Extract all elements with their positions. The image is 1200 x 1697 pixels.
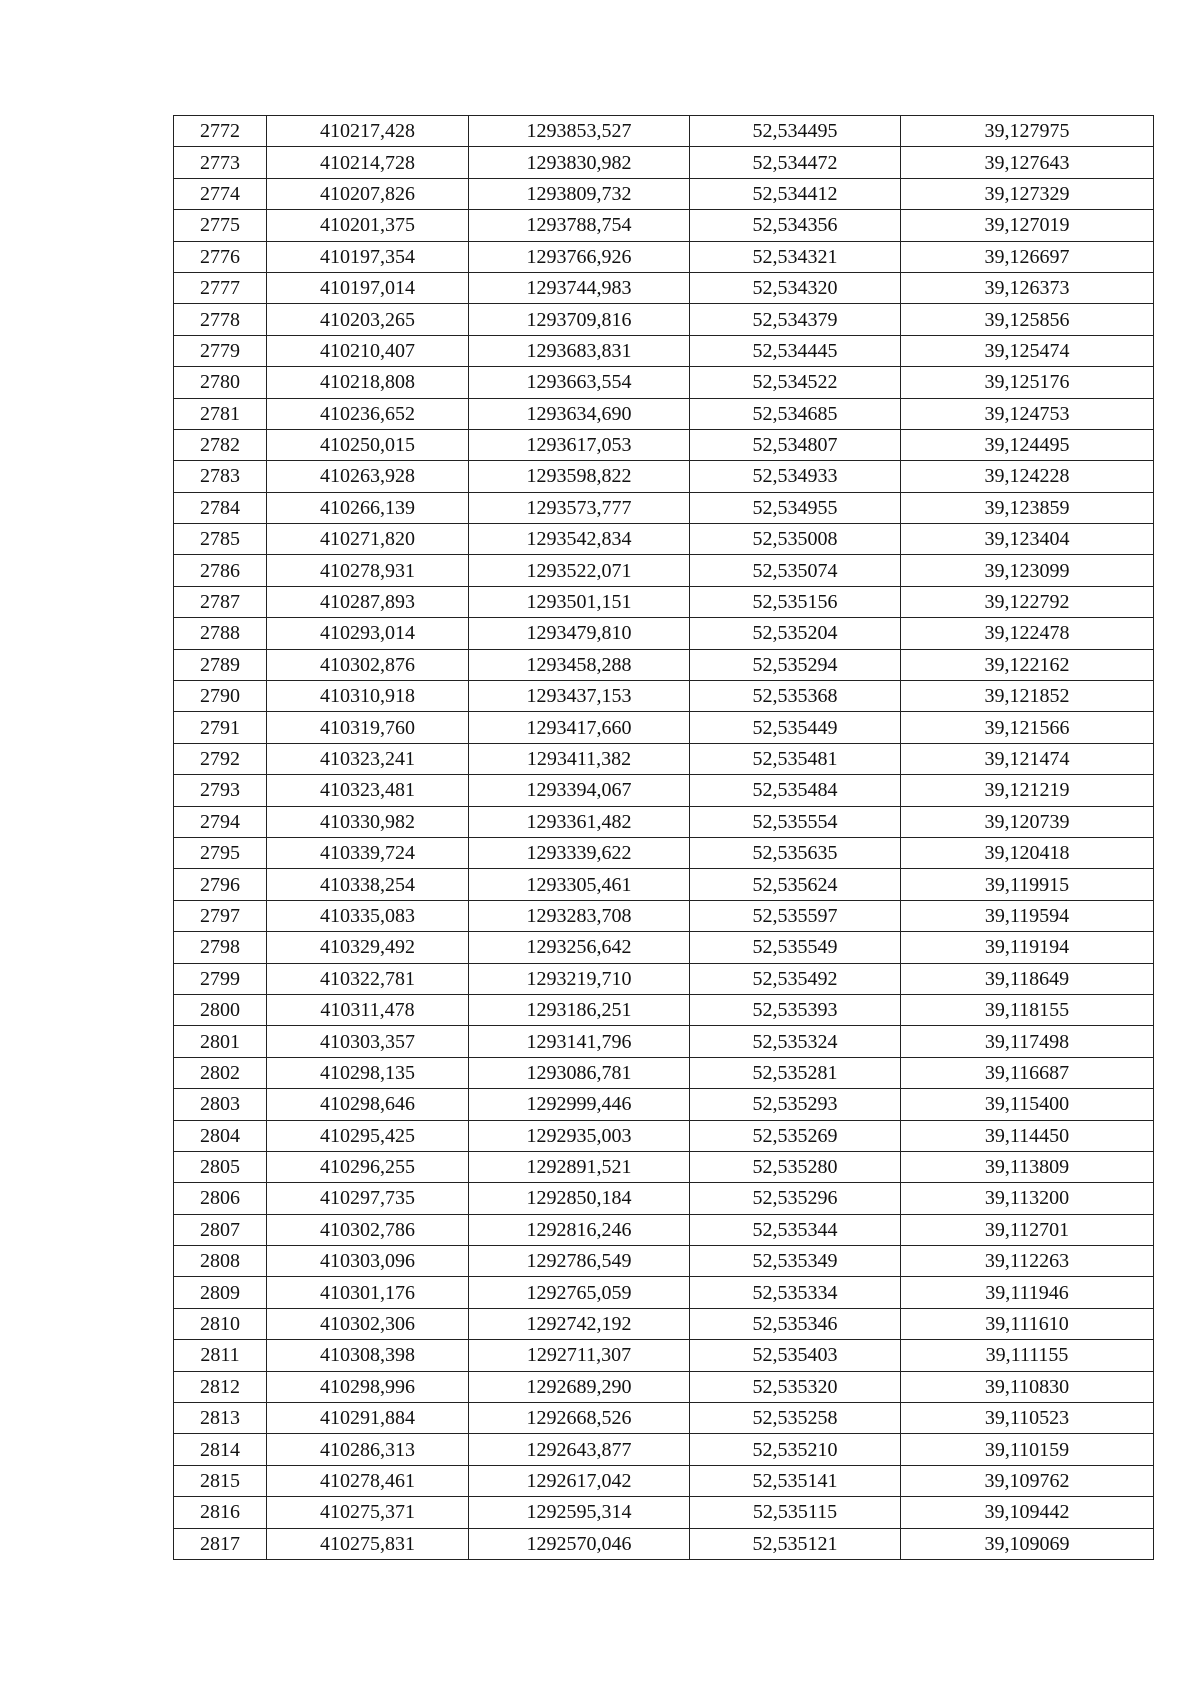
y-coordinate-cell: 1293542,834	[469, 524, 690, 555]
table-row	[174, 241, 1154, 272]
longitude-cell: 39,112701	[901, 1214, 1154, 1245]
y-coordinate-cell: 1293256,642	[469, 932, 690, 963]
y-coordinate-cell: 1293617,053	[469, 429, 690, 460]
longitude-cell: 39,120418	[901, 837, 1154, 868]
point-number-cell: 2804	[174, 1120, 267, 1151]
table-row	[174, 304, 1154, 335]
longitude-cell: 39,119915	[901, 869, 1154, 900]
longitude-cell: 39,119194	[901, 932, 1154, 963]
table-row	[174, 1371, 1154, 1402]
y-coordinate-cell: 1292935,003	[469, 1120, 690, 1151]
x-coordinate-cell: 410293,014	[267, 618, 469, 649]
latitude-cell: 52,535294	[690, 649, 901, 680]
latitude-cell: 52,535258	[690, 1403, 901, 1434]
longitude-cell: 39,125856	[901, 304, 1154, 335]
x-coordinate-cell: 410335,083	[267, 900, 469, 931]
latitude-cell: 52,535115	[690, 1497, 901, 1528]
longitude-cell: 39,122792	[901, 586, 1154, 617]
longitude-cell: 39,122162	[901, 649, 1154, 680]
x-coordinate-cell: 410210,407	[267, 335, 469, 366]
table-row	[174, 1340, 1154, 1371]
table-row	[174, 743, 1154, 774]
latitude-cell: 52,535296	[690, 1183, 901, 1214]
y-coordinate-cell: 1293663,554	[469, 367, 690, 398]
x-coordinate-cell: 410286,313	[267, 1434, 469, 1465]
point-number-cell: 2788	[174, 618, 267, 649]
x-coordinate-cell: 410201,375	[267, 210, 469, 241]
latitude-cell: 52,535368	[690, 681, 901, 712]
point-number-cell: 2812	[174, 1371, 267, 1402]
point-number-cell: 2783	[174, 461, 267, 492]
table-row	[174, 1057, 1154, 1088]
table-row	[174, 869, 1154, 900]
table-row	[174, 210, 1154, 241]
latitude-cell: 52,535484	[690, 775, 901, 806]
table-row	[174, 1183, 1154, 1214]
longitude-cell: 39,118649	[901, 963, 1154, 994]
table-row	[174, 524, 1154, 555]
y-coordinate-cell: 1293283,708	[469, 900, 690, 931]
y-coordinate-cell: 1292850,184	[469, 1183, 690, 1214]
longitude-cell: 39,111946	[901, 1277, 1154, 1308]
longitude-cell: 39,123404	[901, 524, 1154, 555]
longitude-cell: 39,113200	[901, 1183, 1154, 1214]
longitude-cell: 39,115400	[901, 1089, 1154, 1120]
point-number-cell: 2797	[174, 900, 267, 931]
y-coordinate-cell: 1292765,059	[469, 1277, 690, 1308]
y-coordinate-cell: 1293830,982	[469, 147, 690, 178]
latitude-cell: 52,535269	[690, 1120, 901, 1151]
y-coordinate-cell: 1293501,151	[469, 586, 690, 617]
point-number-cell: 2809	[174, 1277, 267, 1308]
longitude-cell: 39,125176	[901, 367, 1154, 398]
longitude-cell: 39,110523	[901, 1403, 1154, 1434]
x-coordinate-cell: 410207,826	[267, 178, 469, 209]
longitude-cell: 39,127329	[901, 178, 1154, 209]
x-coordinate-cell: 410197,354	[267, 241, 469, 272]
point-number-cell: 2791	[174, 712, 267, 743]
y-coordinate-cell: 1292742,192	[469, 1308, 690, 1339]
point-number-cell: 2807	[174, 1214, 267, 1245]
x-coordinate-cell: 410310,918	[267, 681, 469, 712]
table-row	[174, 618, 1154, 649]
longitude-cell: 39,111155	[901, 1340, 1154, 1371]
y-coordinate-cell: 1293683,831	[469, 335, 690, 366]
latitude-cell: 52,535293	[690, 1089, 901, 1120]
x-coordinate-cell: 410266,139	[267, 492, 469, 523]
point-number-cell: 2811	[174, 1340, 267, 1371]
table-row	[174, 1151, 1154, 1182]
table-row	[174, 1465, 1154, 1496]
y-coordinate-cell: 1293634,690	[469, 398, 690, 429]
longitude-cell: 39,126697	[901, 241, 1154, 272]
y-coordinate-cell: 1293766,926	[469, 241, 690, 272]
x-coordinate-cell: 410298,135	[267, 1057, 469, 1088]
point-number-cell: 2778	[174, 304, 267, 335]
y-coordinate-cell: 1293522,071	[469, 555, 690, 586]
x-coordinate-cell: 410291,884	[267, 1403, 469, 1434]
y-coordinate-cell: 1293809,732	[469, 178, 690, 209]
x-coordinate-cell: 410323,481	[267, 775, 469, 806]
y-coordinate-cell: 1292570,046	[469, 1528, 690, 1559]
table-row	[174, 1434, 1154, 1465]
table-row	[174, 681, 1154, 712]
longitude-cell: 39,124228	[901, 461, 1154, 492]
x-coordinate-cell: 410298,646	[267, 1089, 469, 1120]
table-row	[174, 398, 1154, 429]
point-number-cell: 2785	[174, 524, 267, 555]
point-number-cell: 2773	[174, 147, 267, 178]
x-coordinate-cell: 410214,728	[267, 147, 469, 178]
y-coordinate-cell: 1292786,549	[469, 1246, 690, 1277]
longitude-cell: 39,127019	[901, 210, 1154, 241]
latitude-cell: 52,534320	[690, 272, 901, 303]
latitude-cell: 52,535008	[690, 524, 901, 555]
point-number-cell: 2815	[174, 1465, 267, 1496]
latitude-cell: 52,535481	[690, 743, 901, 774]
table-row	[174, 586, 1154, 617]
latitude-cell: 52,534412	[690, 178, 901, 209]
latitude-cell: 52,535210	[690, 1434, 901, 1465]
table-row	[174, 335, 1154, 366]
y-coordinate-cell: 1293411,382	[469, 743, 690, 774]
x-coordinate-cell: 410203,265	[267, 304, 469, 335]
table-row	[174, 272, 1154, 303]
latitude-cell: 52,535554	[690, 806, 901, 837]
table-row	[174, 1308, 1154, 1339]
latitude-cell: 52,535281	[690, 1057, 901, 1088]
x-coordinate-cell: 410322,781	[267, 963, 469, 994]
y-coordinate-cell: 1293141,796	[469, 1026, 690, 1057]
table-row	[174, 963, 1154, 994]
table-row	[174, 1026, 1154, 1057]
latitude-cell: 52,535121	[690, 1528, 901, 1559]
latitude-cell: 52,535597	[690, 900, 901, 931]
x-coordinate-cell: 410271,820	[267, 524, 469, 555]
longitude-cell: 39,116687	[901, 1057, 1154, 1088]
latitude-cell: 52,535492	[690, 963, 901, 994]
latitude-cell: 52,534321	[690, 241, 901, 272]
y-coordinate-cell: 1293339,622	[469, 837, 690, 868]
point-number-cell: 2782	[174, 429, 267, 460]
table-row	[174, 1277, 1154, 1308]
latitude-cell: 52,535449	[690, 712, 901, 743]
longitude-cell: 39,123859	[901, 492, 1154, 523]
table-row	[174, 555, 1154, 586]
x-coordinate-cell: 410263,928	[267, 461, 469, 492]
x-coordinate-cell: 410302,306	[267, 1308, 469, 1339]
y-coordinate-cell: 1292643,877	[469, 1434, 690, 1465]
latitude-cell: 52,535349	[690, 1246, 901, 1277]
point-number-cell: 2798	[174, 932, 267, 963]
x-coordinate-cell: 410217,428	[267, 116, 469, 147]
y-coordinate-cell: 1293305,461	[469, 869, 690, 900]
point-number-cell: 2817	[174, 1528, 267, 1559]
coordinates-table	[173, 115, 1154, 1560]
point-number-cell: 2808	[174, 1246, 267, 1277]
longitude-cell: 39,117498	[901, 1026, 1154, 1057]
x-coordinate-cell: 410298,996	[267, 1371, 469, 1402]
latitude-cell: 52,535624	[690, 869, 901, 900]
y-coordinate-cell: 1292595,314	[469, 1497, 690, 1528]
latitude-cell: 52,534685	[690, 398, 901, 429]
table-row	[174, 178, 1154, 209]
point-number-cell: 2799	[174, 963, 267, 994]
table-row	[174, 1497, 1154, 1528]
x-coordinate-cell: 410275,831	[267, 1528, 469, 1559]
x-coordinate-cell: 410236,652	[267, 398, 469, 429]
point-number-cell: 2786	[174, 555, 267, 586]
point-number-cell: 2806	[174, 1183, 267, 1214]
y-coordinate-cell: 1293186,251	[469, 994, 690, 1025]
longitude-cell: 39,111610	[901, 1308, 1154, 1339]
latitude-cell: 52,535334	[690, 1277, 901, 1308]
longitude-cell: 39,125474	[901, 335, 1154, 366]
x-coordinate-cell: 410302,876	[267, 649, 469, 680]
longitude-cell: 39,120739	[901, 806, 1154, 837]
point-number-cell: 2795	[174, 837, 267, 868]
point-number-cell: 2810	[174, 1308, 267, 1339]
latitude-cell: 52,535549	[690, 932, 901, 963]
longitude-cell: 39,126373	[901, 272, 1154, 303]
point-number-cell: 2796	[174, 869, 267, 900]
y-coordinate-cell: 1293086,781	[469, 1057, 690, 1088]
longitude-cell: 39,109069	[901, 1528, 1154, 1559]
longitude-cell: 39,118155	[901, 994, 1154, 1025]
y-coordinate-cell: 1292711,307	[469, 1340, 690, 1371]
x-coordinate-cell: 410278,461	[267, 1465, 469, 1496]
longitude-cell: 39,124753	[901, 398, 1154, 429]
y-coordinate-cell: 1292816,246	[469, 1214, 690, 1245]
y-coordinate-cell: 1293788,754	[469, 210, 690, 241]
latitude-cell: 52,535403	[690, 1340, 901, 1371]
point-number-cell: 2776	[174, 241, 267, 272]
y-coordinate-cell: 1292999,446	[469, 1089, 690, 1120]
y-coordinate-cell: 1292689,290	[469, 1371, 690, 1402]
latitude-cell: 52,534495	[690, 116, 901, 147]
y-coordinate-cell: 1293479,810	[469, 618, 690, 649]
x-coordinate-cell: 410303,096	[267, 1246, 469, 1277]
table-row	[174, 1246, 1154, 1277]
longitude-cell: 39,122478	[901, 618, 1154, 649]
table-row	[174, 1120, 1154, 1151]
y-coordinate-cell: 1293573,777	[469, 492, 690, 523]
y-coordinate-cell: 1293744,983	[469, 272, 690, 303]
latitude-cell: 52,535156	[690, 586, 901, 617]
x-coordinate-cell: 410295,425	[267, 1120, 469, 1151]
longitude-cell: 39,121219	[901, 775, 1154, 806]
latitude-cell: 52,534955	[690, 492, 901, 523]
point-number-cell: 2779	[174, 335, 267, 366]
latitude-cell: 52,534472	[690, 147, 901, 178]
y-coordinate-cell: 1293458,288	[469, 649, 690, 680]
latitude-cell: 52,535635	[690, 837, 901, 868]
latitude-cell: 52,535324	[690, 1026, 901, 1057]
longitude-cell: 39,114450	[901, 1120, 1154, 1151]
x-coordinate-cell: 410297,735	[267, 1183, 469, 1214]
y-coordinate-cell: 1292617,042	[469, 1465, 690, 1496]
y-coordinate-cell: 1293853,527	[469, 116, 690, 147]
latitude-cell: 52,535141	[690, 1465, 901, 1496]
x-coordinate-cell: 410301,176	[267, 1277, 469, 1308]
latitude-cell: 52,535393	[690, 994, 901, 1025]
table-row	[174, 649, 1154, 680]
table-row	[174, 712, 1154, 743]
point-number-cell: 2801	[174, 1026, 267, 1057]
table-row	[174, 367, 1154, 398]
latitude-cell: 52,534445	[690, 335, 901, 366]
latitude-cell: 52,535320	[690, 1371, 901, 1402]
table-row	[174, 147, 1154, 178]
longitude-cell: 39,124495	[901, 429, 1154, 460]
longitude-cell: 39,109762	[901, 1465, 1154, 1496]
longitude-cell: 39,113809	[901, 1151, 1154, 1182]
longitude-cell: 39,123099	[901, 555, 1154, 586]
point-number-cell: 2793	[174, 775, 267, 806]
longitude-cell: 39,110159	[901, 1434, 1154, 1465]
latitude-cell: 52,534933	[690, 461, 901, 492]
table-row	[174, 1528, 1154, 1559]
latitude-cell: 52,535204	[690, 618, 901, 649]
longitude-cell: 39,119594	[901, 900, 1154, 931]
point-number-cell: 2790	[174, 681, 267, 712]
point-number-cell: 2775	[174, 210, 267, 241]
table-row	[174, 429, 1154, 460]
x-coordinate-cell: 410296,255	[267, 1151, 469, 1182]
y-coordinate-cell: 1292668,526	[469, 1403, 690, 1434]
y-coordinate-cell: 1293219,710	[469, 963, 690, 994]
point-number-cell: 2813	[174, 1403, 267, 1434]
longitude-cell: 39,121566	[901, 712, 1154, 743]
table-row	[174, 932, 1154, 963]
point-number-cell: 2803	[174, 1089, 267, 1120]
x-coordinate-cell: 410339,724	[267, 837, 469, 868]
x-coordinate-cell: 410278,931	[267, 555, 469, 586]
point-number-cell: 2816	[174, 1497, 267, 1528]
x-coordinate-cell: 410323,241	[267, 743, 469, 774]
point-number-cell: 2794	[174, 806, 267, 837]
latitude-cell: 52,535280	[690, 1151, 901, 1182]
table-row	[174, 1089, 1154, 1120]
table-row	[174, 1403, 1154, 1434]
x-coordinate-cell: 410330,982	[267, 806, 469, 837]
point-number-cell: 2774	[174, 178, 267, 209]
latitude-cell: 52,535346	[690, 1308, 901, 1339]
table-row	[174, 900, 1154, 931]
y-coordinate-cell: 1293598,822	[469, 461, 690, 492]
point-number-cell: 2781	[174, 398, 267, 429]
point-number-cell: 2787	[174, 586, 267, 617]
longitude-cell: 39,127643	[901, 147, 1154, 178]
table-row	[174, 1214, 1154, 1245]
x-coordinate-cell: 410275,371	[267, 1497, 469, 1528]
longitude-cell: 39,109442	[901, 1497, 1154, 1528]
x-coordinate-cell: 410287,893	[267, 586, 469, 617]
x-coordinate-cell: 410218,808	[267, 367, 469, 398]
latitude-cell: 52,534522	[690, 367, 901, 398]
longitude-cell: 39,110830	[901, 1371, 1154, 1402]
point-number-cell: 2777	[174, 272, 267, 303]
point-number-cell: 2780	[174, 367, 267, 398]
table-row	[174, 806, 1154, 837]
latitude-cell: 52,534356	[690, 210, 901, 241]
y-coordinate-cell: 1293417,660	[469, 712, 690, 743]
point-number-cell: 2802	[174, 1057, 267, 1088]
point-number-cell: 2814	[174, 1434, 267, 1465]
x-coordinate-cell: 410250,015	[267, 429, 469, 460]
x-coordinate-cell: 410197,014	[267, 272, 469, 303]
x-coordinate-cell: 410308,398	[267, 1340, 469, 1371]
x-coordinate-cell: 410311,478	[267, 994, 469, 1025]
table-row	[174, 492, 1154, 523]
coordinates-table-body	[174, 116, 1154, 1560]
longitude-cell: 39,127975	[901, 116, 1154, 147]
y-coordinate-cell: 1293394,067	[469, 775, 690, 806]
x-coordinate-cell: 410303,357	[267, 1026, 469, 1057]
table-row	[174, 837, 1154, 868]
x-coordinate-cell: 410302,786	[267, 1214, 469, 1245]
table-row	[174, 775, 1154, 806]
table-row	[174, 116, 1154, 147]
point-number-cell: 2792	[174, 743, 267, 774]
latitude-cell: 52,534379	[690, 304, 901, 335]
longitude-cell: 39,121474	[901, 743, 1154, 774]
table-row	[174, 994, 1154, 1025]
latitude-cell: 52,535344	[690, 1214, 901, 1245]
table-row	[174, 461, 1154, 492]
y-coordinate-cell: 1293709,816	[469, 304, 690, 335]
point-number-cell: 2784	[174, 492, 267, 523]
latitude-cell: 52,534807	[690, 429, 901, 460]
point-number-cell: 2772	[174, 116, 267, 147]
latitude-cell: 52,535074	[690, 555, 901, 586]
y-coordinate-cell: 1293361,482	[469, 806, 690, 837]
point-number-cell: 2800	[174, 994, 267, 1025]
x-coordinate-cell: 410338,254	[267, 869, 469, 900]
longitude-cell: 39,112263	[901, 1246, 1154, 1277]
x-coordinate-cell: 410319,760	[267, 712, 469, 743]
point-number-cell: 2805	[174, 1151, 267, 1182]
x-coordinate-cell: 410329,492	[267, 932, 469, 963]
y-coordinate-cell: 1292891,521	[469, 1151, 690, 1182]
y-coordinate-cell: 1293437,153	[469, 681, 690, 712]
point-number-cell: 2789	[174, 649, 267, 680]
longitude-cell: 39,121852	[901, 681, 1154, 712]
